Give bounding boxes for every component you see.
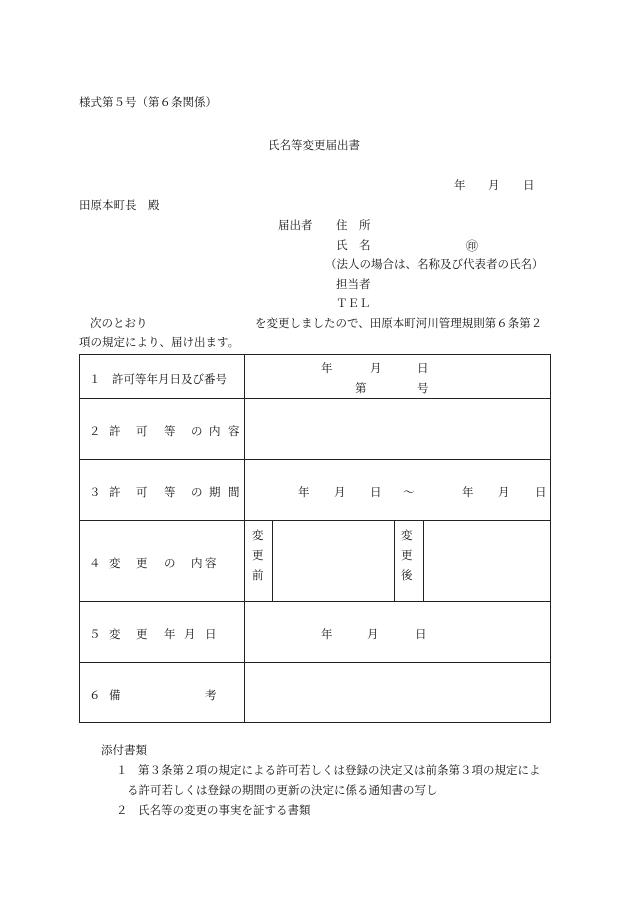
contact-label: 担当者: [336, 277, 371, 291]
row3-char: 等: [164, 485, 176, 499]
table-row: [80, 663, 551, 723]
attachment-item1-line1: 第３条第２項の規定による許可若しくは登録の決定又は前条第３項の規定によ: [138, 763, 541, 777]
addressee: 田原本町長 殿: [79, 198, 160, 212]
row5-year: 年: [321, 627, 333, 641]
row4-char: 内: [191, 556, 203, 570]
row4-divider: [394, 521, 395, 601]
row5-char: 月: [184, 627, 196, 641]
table-row: [80, 521, 551, 602]
intro-line1-end: を変更しましたので、田原本町河川管理規則第６条第２: [255, 316, 543, 330]
row5-label-cell: [80, 602, 245, 663]
row5-day: 日: [415, 627, 427, 641]
row4-char: の: [164, 556, 176, 570]
row4-char: 更: [136, 556, 148, 570]
row3-char: 期: [209, 485, 221, 499]
date-month-label: 月: [488, 178, 500, 192]
row1-go: 号: [417, 381, 429, 395]
after-label-char: 更: [401, 548, 413, 562]
row2-char: 許: [109, 424, 121, 438]
corporate-note: （法人の場合は、名称及び代表者の氏名）: [325, 257, 544, 271]
row3-to-month: 月: [498, 485, 510, 499]
row6-value-cell[interactable]: [245, 663, 551, 723]
row5-char: 変: [109, 627, 121, 641]
row4-num: ４: [89, 556, 101, 570]
row3-value-cell[interactable]: [245, 460, 551, 521]
attachment-item1-num: １: [116, 763, 128, 777]
row4-divider: [272, 521, 273, 601]
row4-char: 容: [205, 556, 217, 570]
date-day-label: 日: [523, 178, 535, 192]
row4-label-cell: [80, 521, 245, 602]
row2-char: 容: [228, 424, 240, 438]
attachments-heading: 添付書類: [101, 743, 147, 757]
row1-value-cell[interactable]: [245, 355, 551, 399]
row5-month: 月: [367, 627, 379, 641]
row1-day: 日: [417, 361, 429, 375]
row1-month: 月: [370, 361, 382, 375]
form-table: [79, 354, 551, 723]
row6-label-cell: [80, 663, 245, 723]
date-year-label: 年: [454, 178, 466, 192]
intro-line2: 項の規定により、届け出ます。: [79, 335, 240, 349]
row3-to-day: 日: [535, 485, 547, 499]
row5-char: 更: [136, 627, 148, 641]
row3-char: 可: [136, 485, 148, 499]
row2-num: ２: [89, 424, 101, 438]
row2-label-cell: [80, 399, 245, 460]
row6-char: 考: [205, 688, 217, 702]
name-label: 氏 名: [336, 238, 371, 252]
row5-char: 年: [164, 627, 176, 641]
row3-from-day: 日: [370, 485, 382, 499]
row5-value-cell[interactable]: [245, 602, 551, 663]
tel-label: ＴＥＬ: [336, 296, 371, 310]
row1-dai: 第: [355, 381, 367, 395]
after-label-char: 変: [401, 528, 413, 542]
address-label: 住 所: [336, 218, 371, 232]
seal-mark: ㊞: [466, 239, 479, 253]
row3-char: の: [191, 485, 203, 499]
before-label-char: 更: [252, 548, 264, 562]
row4-divider: [423, 521, 424, 601]
table-row: [80, 460, 551, 521]
intro-line1-start: 次のとおり: [90, 316, 148, 330]
row4-value-cell: [245, 521, 551, 602]
row2-value-cell[interactable]: [245, 399, 551, 460]
table-row: [80, 602, 551, 663]
row3-label-cell: [80, 460, 245, 521]
page-title: 氏名等変更届出書: [268, 138, 360, 152]
row3-to-year: 年: [462, 485, 474, 499]
row3-char: 間: [228, 485, 240, 499]
row2-char: 可: [136, 424, 148, 438]
row1-year: 年: [321, 361, 333, 375]
row6-char: 備: [109, 688, 121, 702]
row3-from-year: 年: [298, 485, 310, 499]
table-row: [80, 399, 551, 460]
applicant-label: 届出者: [278, 218, 313, 232]
row2-char: 等: [164, 424, 176, 438]
after-label-char: 後: [401, 568, 413, 582]
row3-num: ３: [89, 485, 101, 499]
before-label-char: 前: [252, 568, 264, 582]
attachment-item2-num: ２: [116, 803, 128, 817]
row6-num: ６: [89, 688, 101, 702]
row3-tilde: ～: [403, 485, 415, 499]
table-row: [80, 355, 551, 399]
row3-from-month: 月: [334, 485, 346, 499]
row3-char: 許: [109, 485, 121, 499]
row2-char: の: [191, 424, 203, 438]
row2-char: 内: [209, 424, 221, 438]
row5-char: 日: [205, 627, 217, 641]
row4-char: 変: [109, 556, 121, 570]
attachment-item2-text: 氏名等の変更の事実を証する書類: [138, 803, 311, 817]
form-number: 様式第５号（第６条関係）: [79, 95, 217, 109]
attachment-item1-line2: る許可若しくは登録の期間の更新の決定に係る通知書の写し: [127, 783, 438, 797]
row1-label-cell: [80, 355, 245, 399]
row1-label: １ 許可等年月日及び番号: [89, 372, 227, 386]
before-label-char: 変: [252, 528, 264, 542]
row5-num: ５: [89, 627, 101, 641]
